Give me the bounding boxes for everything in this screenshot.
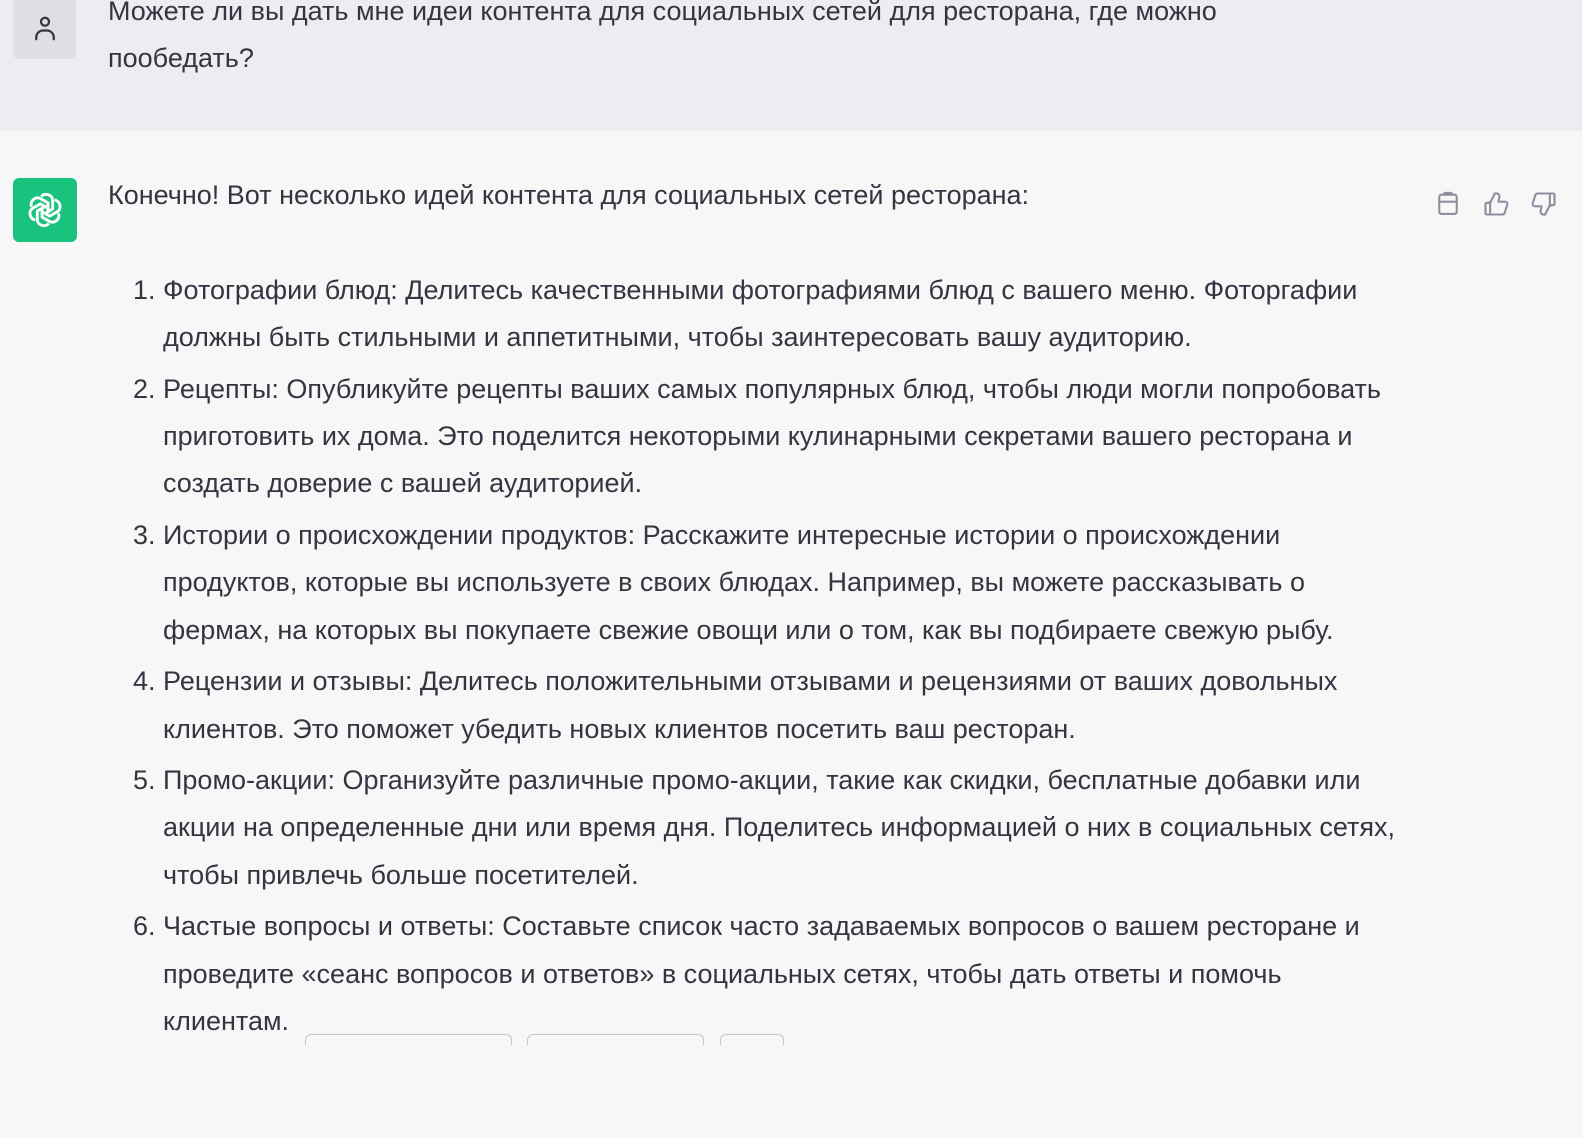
- thumbs-up-icon: [1482, 190, 1510, 218]
- list-item: [108, 903, 1398, 1045]
- assistant-message-row: [0, 131, 1582, 1138]
- user-avatar: [13, 0, 76, 59]
- assistant-intro-text: Конечно! Вот несколько идей контента для социальных сетей ресторана:: [108, 180, 1030, 210]
- overlay-button-edge[interactable]: [527, 1034, 704, 1045]
- list-item-number: 5.: [133, 765, 156, 796]
- ideas-list: [108, 267, 1398, 1050]
- message-actions: [1430, 186, 1562, 222]
- user-icon: [30, 13, 60, 43]
- list-item-text: Промо-акции: Организуйте различные промо-акции, такие как скидки, бесплатные добавки или акции на определенные дни или время дня. Поделитесь информацией о них в социальных сетях, чтобы привлечь больше посетителей.: [163, 765, 1396, 890]
- thumbs-down-button[interactable]: [1526, 186, 1562, 222]
- overlay-button-edge[interactable]: [305, 1034, 512, 1045]
- list-item-number: 2.: [133, 373, 156, 404]
- list-item-number: 1.: [133, 275, 156, 305]
- list-item-text: Частые вопросы и ответы: Составьте список часто задаваемых вопросов о вашем ресторане и проведите «сеанс вопросов и ответов» в социальных сетях, чтобы дать ответы и помочь клиентам.: [163, 911, 1360, 1036]
- list-item: [108, 757, 1398, 899]
- list-item: [108, 366, 1398, 508]
- list-item: [108, 658, 1398, 753]
- user-message-text: Можете ли вы дать мне идеи контента для социальных сетей для ресторана, где можно пообедать?: [108, 0, 1217, 73]
- openai-logo-icon: [22, 187, 68, 233]
- assistant-avatar: [13, 178, 77, 242]
- overlay-button-edge[interactable]: [720, 1034, 784, 1045]
- thumbs-up-button[interactable]: [1478, 186, 1514, 222]
- list-item-text: Рецензии и отзывы: Делитесь положительными отзывами и рецензиями от ваших довольных клиентов. Это поможет убедить новых клиентов посетить ваш ресторан.: [163, 666, 1338, 744]
- list-item: [108, 512, 1398, 654]
- list-item-text: Рецепты: Опубликуйте рецепты ваших самых популярных блюд, чтобы люди могли попробовать приготовить их дома. Это поделится некоторыми кулинарными секретами вашего ресторана и создать доверие с вашей аудиторией.: [163, 373, 1381, 499]
- list-item-text: Фотографии блюд: Делитесь качественными фотографиями блюд с вашего меню. Фоторгафии должны быть стильными и аппетитными, чтобы заинтересовать вашу аудиторию.: [163, 275, 1358, 353]
- list-item-number: 3.: [133, 520, 156, 551]
- list-item-text: Истории о происхождении продуктов: Расскажите интересные истории о происхождении продуктов, которые вы используете в своих блюдах. Например, вы можете рассказывать о фермах, на которых вы покупаете свежие овощи или о том, как вы подбираете свежую рыбу.: [163, 520, 1334, 645]
- list-item-number: 6.: [133, 911, 156, 942]
- list-item-number: 4.: [133, 666, 156, 697]
- thumbs-down-icon: [1530, 190, 1558, 218]
- copy-button[interactable]: [1430, 186, 1466, 222]
- list-item: [108, 267, 1398, 362]
- user-message-row: [0, 0, 1582, 131]
- copy-icon: [1434, 190, 1462, 218]
